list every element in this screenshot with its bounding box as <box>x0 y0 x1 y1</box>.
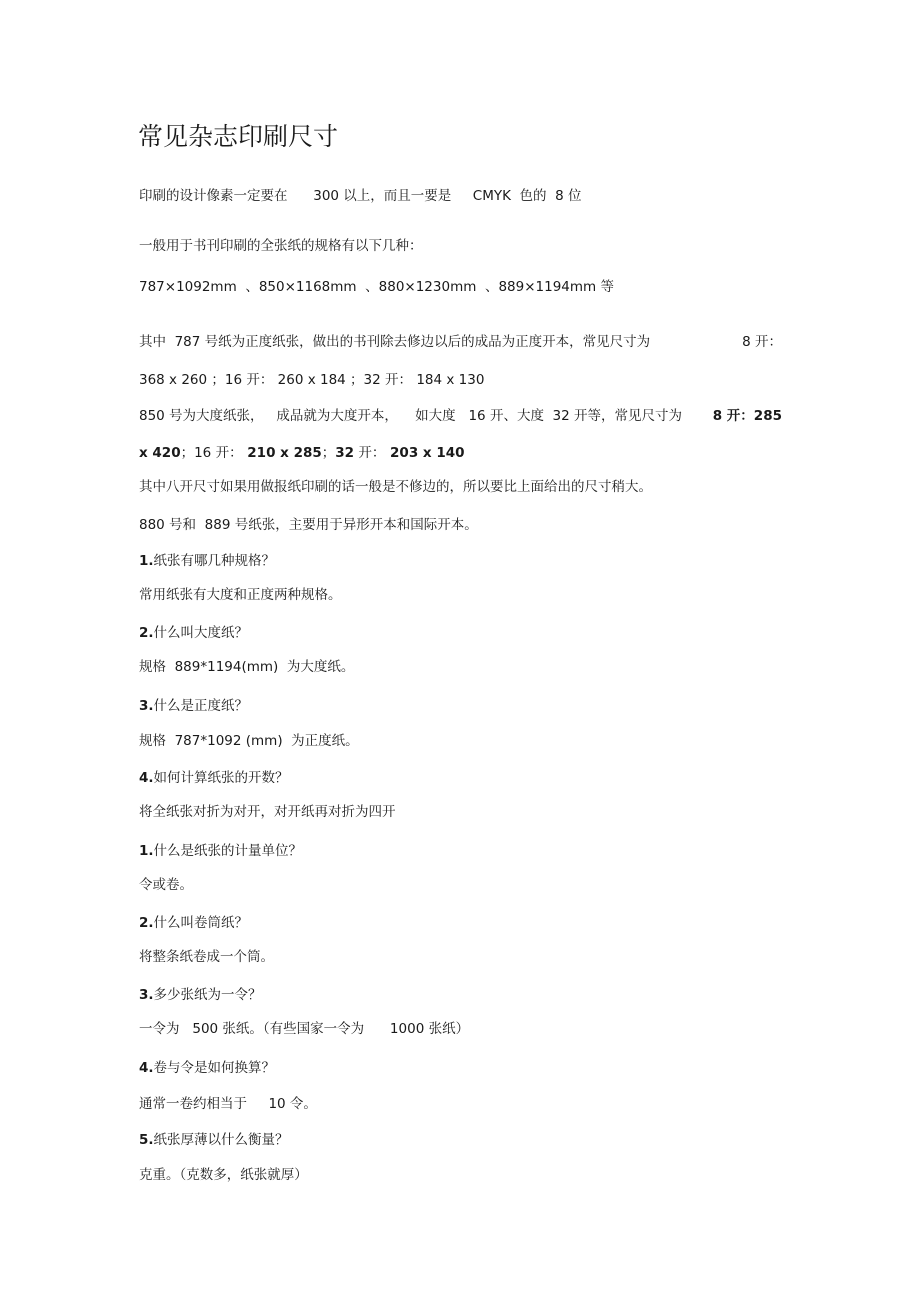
paragraph-850-line2 <box>139 444 465 462</box>
faq1-question-4: 4.如何计算纸张的开数？ <box>139 770 289 786</box>
faq2-answer-4: 通常一卷约相当于 10 令。 <box>139 1096 317 1112</box>
size-16k: 210 x 285 <box>242 445 322 461</box>
faq1-question-3: 3.什么是正度纸？ <box>139 698 249 714</box>
faq2-question-5: 5.纸张厚薄以什么衡量？ <box>139 1132 289 1148</box>
size-8k-end: x 420 <box>139 445 181 461</box>
faq1-answer-4: 将全纸张对折为对开，对开纸再对折为四开 <box>139 804 396 820</box>
sizes-list: 787×1092mm 、850×1168mm 、880×1230mm 、889×1194mm 等 <box>139 279 614 295</box>
paragraph-787-line1: 其中 787 号纸为正度纸张，做出的书刊除去修边以后的成品为正度开本，常见尺寸为 <box>139 334 651 350</box>
sep-32k: ； <box>321 445 336 461</box>
faq2-question-1: 1.什么是纸张的计量单位？ <box>139 843 303 859</box>
faq1-answer-3: 规格 787*1092 (mm) 为正度纸。 <box>139 733 359 749</box>
paragraph-850-line1-bold: 8 开：285 <box>712 408 782 424</box>
paragraph-850-line1: 850 号为大度纸张， 成品就为大度开本， 如大度 16 开、大度 32 开等，常见尺寸为 <box>139 408 682 424</box>
label-kai: 开： <box>354 445 386 461</box>
faq2-answer-5: 克重。（克数多，纸张就厚） <box>139 1167 308 1183</box>
dpi-requirement-text: 印刷的设计像素一定要在 300 以上，而且一要是 CMYK 色的 8 位 <box>139 188 582 204</box>
label-32: 32 <box>335 445 355 461</box>
paragraph-880: 880 号和 889 号纸张，主要用于异形开本和国际开本。 <box>139 517 478 533</box>
faq2-question-2: 2.什么叫卷筒纸？ <box>139 915 249 931</box>
faq1-answer-1: 常用纸张有大度和正度两种规格。 <box>139 587 342 603</box>
faq2-question-3: 3.多少张纸为一令？ <box>139 987 262 1003</box>
paragraph-787-line2: 368 x 260 ；16 开： 260 x 184 ；32 开： 184 x 130 <box>139 372 485 388</box>
note-8k: 其中八开尺寸如果用做报纸印刷的话一般是不修边的，所以要比上面给出的尺寸稍大。 <box>139 479 652 495</box>
faq2-question-4: 4.卷与令是如何换算？ <box>139 1060 276 1076</box>
faq1-question-1: 1.纸张有哪几种规格？ <box>139 553 276 569</box>
faq2-answer-3: 一令为 500 张纸。（有些国家一令为 1000 张纸） <box>139 1021 470 1037</box>
paragraph-787-line1-right: 8 开： <box>742 334 782 350</box>
page-title: 常见杂志印刷尺寸 <box>138 122 339 151</box>
faq2-answer-2: 将整条纸卷成一个筒。 <box>139 949 274 965</box>
sizes-heading: 一般用于书刊印刷的全张纸的规格有以下几种： <box>139 238 423 254</box>
size-32k: 203 x 140 <box>385 445 465 461</box>
faq2-answer-1: 令或卷。 <box>139 877 193 893</box>
faq1-question-2: 2.什么叫大度纸？ <box>139 625 249 641</box>
faq1-answer-2: 规格 889*1194(mm) 为大度纸。 <box>139 659 355 675</box>
sep-16k: ；16 开： <box>180 445 243 461</box>
